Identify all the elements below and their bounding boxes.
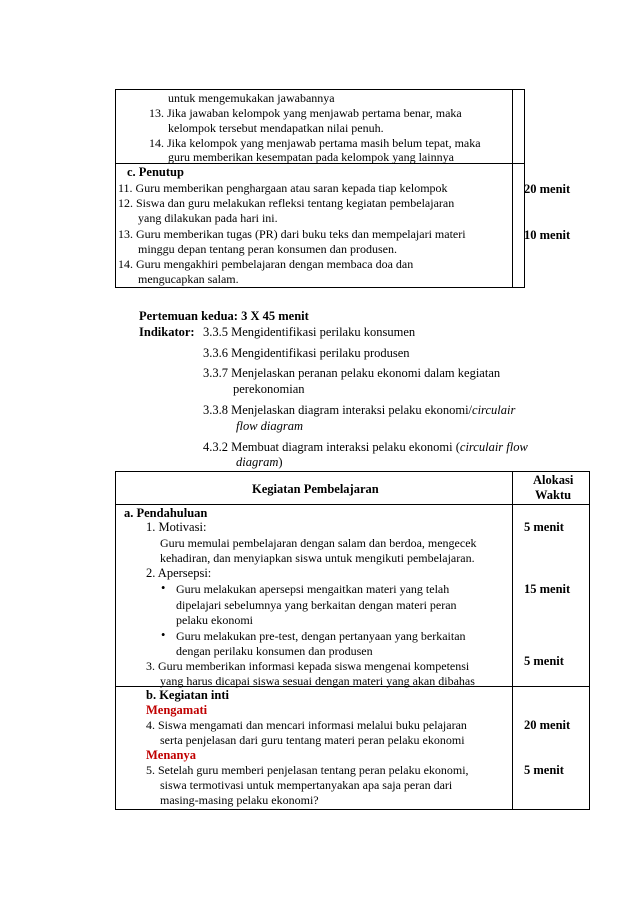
header-time: Waktu <box>535 488 572 502</box>
time-allocation: 15 menit <box>524 582 571 596</box>
indikator-italic: diagram <box>236 455 279 469</box>
activity-line: serta penjelasan dari guru tentang materi peran pelaku ekonomi <box>160 733 465 747</box>
time-allocation: 20 menit <box>524 718 571 732</box>
indikator-item-cont: flow diagram <box>236 419 304 433</box>
meeting-title: Pertemuan kedua: 3 X 45 menit <box>139 309 309 323</box>
penutup-line: 13. Guru memberikan tugas (PR) dari buku teks dan mempelajari materi <box>118 227 466 241</box>
table1-line: 14. Jika kelompok yang menjawab pertama masih belum tepat, maka <box>149 136 481 150</box>
penutup-line: yang dilakukan pada hari ini. <box>138 211 278 225</box>
indikator-item-cont <box>236 455 283 470</box>
pendahuluan-heading: a. Pendahuluan <box>124 506 208 520</box>
kegiatan-inti-heading: b. Kegiatan inti <box>146 688 229 702</box>
activity-line: pelaku ekonomi <box>176 613 253 627</box>
indikator-text: 4.3.2 Membuat diagram interaksi pelaku ekonomi ( <box>203 440 460 454</box>
activity-line: 2. Apersepsi: <box>146 566 212 580</box>
menanya-label: Menanya <box>146 748 196 762</box>
header-activity: Kegiatan Pembelajaran <box>252 482 379 496</box>
activity-line: siswa termotivasi untuk mempertanyakan apa saja peran dari <box>160 778 453 792</box>
activity-line: yang harus dicapai siswa sesuai dengan materi yang akan dibahas <box>160 674 475 688</box>
time-allocation: 5 menit <box>524 520 564 534</box>
activity-line: 3. Guru memberikan informasi kepada siswa mengenai kompetensi <box>146 659 470 673</box>
indikator-italic: circulair flow <box>459 440 528 454</box>
penutup-line: 14. Guru mengakhiri pembelajaran dengan membaca doa dan <box>118 257 414 271</box>
header-time: Alokasi <box>533 473 574 487</box>
penutup-line: 11. Guru memberikan penghargaan atau saran kepada tiap kelompok <box>118 181 448 195</box>
indikator-italic: circulair <box>472 403 516 417</box>
activity-line: dengan perilaku konsumen dan produsen <box>176 644 373 658</box>
indikator-label: Indikator: <box>139 325 195 339</box>
time-allocation: 10 menit <box>524 228 571 242</box>
indikator-item: 3.3.7 Menjelaskan peranan pelaku ekonomi dalam kegiatan <box>203 366 501 380</box>
table1-column-divider <box>512 89 513 288</box>
time-allocation: 5 menit <box>524 654 564 668</box>
penutup-line: mengucapkan salam. <box>138 272 239 286</box>
penutup-line: 12. Siswa dan guru melakukan refleksi tentang kegiatan pembelajaran <box>118 196 455 210</box>
mengamati-label: Mengamati <box>146 703 208 717</box>
bullet-icon: • <box>161 581 166 595</box>
activity-line: Guru melakukan pre-test, dengan pertanyaan yang berkaitan <box>176 629 466 643</box>
penutup-line: minggu depan tentang peran konsumen dan produsen. <box>138 242 397 256</box>
table2-column-divider <box>512 471 513 810</box>
indikator-item-cont: perekonomian <box>233 382 305 396</box>
indikator-text: 3.3.8 Menjelaskan diagram interaksi pelaku ekonomi/ <box>203 403 473 417</box>
activity-line: Guru memulai pembelajaran dengan salam dan berdoa, mengecek <box>160 536 477 550</box>
bullet-icon: • <box>161 628 166 642</box>
activity-line: Guru melakukan apersepsi mengaitkan materi yang telah <box>176 582 450 596</box>
time-allocation: 20 menit <box>524 182 571 196</box>
time-allocation: 5 menit <box>524 763 564 777</box>
activity-line: 5. Setelah guru memberi penjelasan tentang peran pelaku ekonomi, <box>146 763 469 777</box>
activity-line: masing-masing pelaku ekonomi? <box>160 793 319 807</box>
indikator-item <box>203 403 515 418</box>
table2-header-divider <box>115 504 590 505</box>
indikator-item: 3.3.5 Mengidentifikasi perilaku konsumen <box>203 325 416 339</box>
indikator-item <box>203 440 528 455</box>
table1-line: guru memberikan kesempatan pada kelompok yang lainnya <box>168 150 454 164</box>
activity-line: dipelajari sebelumnya yang berkaitan dengan materi peran <box>176 598 457 612</box>
penutup-heading: c. Penutup <box>127 165 184 179</box>
activity-line: 4. Siswa mengamati dan mencari informasi melalui buku pelajaran <box>146 718 467 732</box>
indikator-text: ) <box>278 455 283 469</box>
indikator-item: 3.3.6 Mengidentifikasi perilaku produsen <box>203 346 410 360</box>
table1-line: untuk mengemukakan jawabannya <box>168 91 335 105</box>
table1-line: kelompok tersebut mendapatkan nilai penuh. <box>168 121 384 135</box>
activity-line: 1. Motivasi: <box>146 520 207 534</box>
table1-line: 13. Jika jawaban kelompok yang menjawab pertama benar, maka <box>149 106 462 120</box>
activity-line: kehadiran, dan menyiapkan siswa untuk mengikuti pembelajaran. <box>160 551 475 565</box>
